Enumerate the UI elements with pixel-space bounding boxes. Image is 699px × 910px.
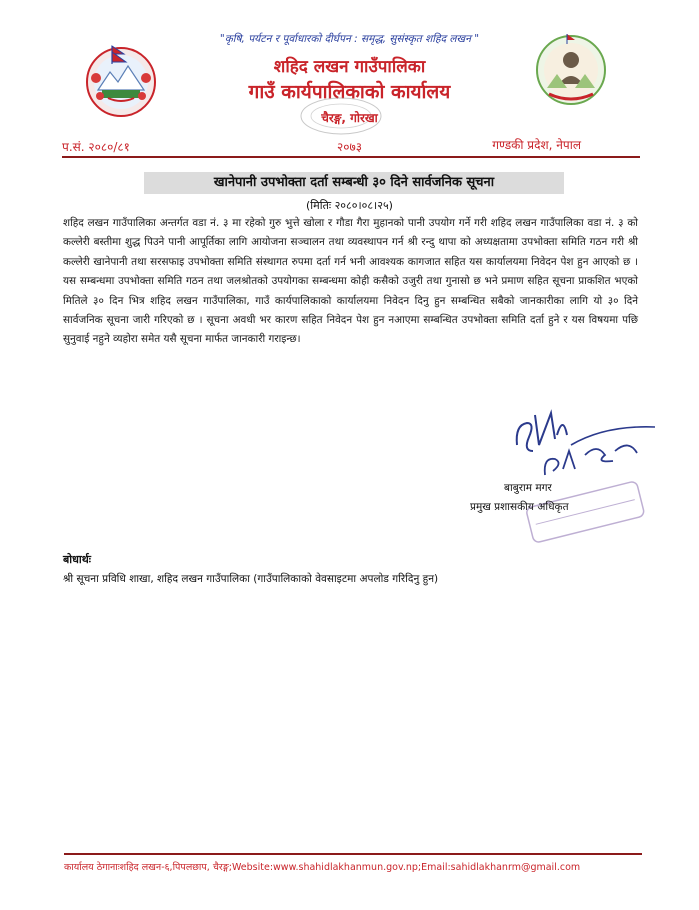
bodhartha-label: बोधार्थः: [63, 553, 91, 566]
office-name: गाउँ कार्यपालिकाको कार्यालय: [248, 81, 451, 103]
slogan: "कृषि, पर्यटन र पूर्वाधारको दीर्घपन : समृद्ध, सुसंस्कृत शहिद लखन ": [219, 33, 480, 45]
header-divider: [62, 156, 640, 158]
org-name: शहिद लखन गाउँपालिका: [273, 57, 426, 77]
established-year: २०७३: [337, 140, 362, 154]
reference-number: प.सं. २०८०/८१: [62, 140, 130, 154]
province: गण्डकी प्रदेश, नेपाल: [492, 138, 581, 152]
notice-body: शहिद लखन गाउँपालिका अन्तर्गत वडा नं. ३ मा रहेको गुरु भुत्ते खोला र गौडा गैरा मुहानको पानी उपयोग गर्ने गरी शहिद लखन गाउँपालिका वडा नं. ३ को कल्लेरी बस्तीमा शुद्ध पिउने पानी आपूर्तिका लागि आयोजना सञ्चालन तथा व्यवस्थापन गर्न श्री रन्दु थापा को अध्यक्षतामा उपभोक्ता समिति गठन गरी श्री कल्लेरी खानेपानी तथा सरसफाइ उपभोक्ता समिति संस्थागत रुपमा दर्ता गर्न भनी आवश्यक कागजात सहित यस कार्यालयमा निवेदन पेश हुन आएको छ । यस सम्बन्धमा उपभोक्ता समिति गठन तथा जलश्रोतको उपयोगका सम्बन्धमा कोही कसैको उजुरी तथा गुनासो छ भने प्रमाण सहित सूचना प्राकशित भएको मितिले ३० दिन भित्र शहिद लखन गाउँपालिका, गाउँ कार्यपालिकाको कार्यालयमा निवेदन दिनु हुन सम्बन्धित सबैको जानकारीका लागि यो ३० दिने सार्वजनिक सूचना जारी गरिएको छ । सूचना अवधी भर कारण सहित निवेदन पेश हुन नआएमा सम्बन्धित उपभोक्ता समिति दर्ता हुने र यस विषयमा पछि सुनुवाई नहुने व्यहोरा समेत यसै सूचना मार्फत जानकारी गराइन्छ।: [63, 217, 638, 346]
footer-address: कार्यालय ठेगानाःशहिद लखन-६,पिपलछाप, चैरङ्ग;Website:www.shahidlakhanmun.gov.np;Email:sahidlakhanrm@gmail.com: [64, 862, 581, 873]
signer-name: बाबुराम मगर: [504, 482, 552, 494]
signer-title: प्रमुख प्रशासकीय अधिकृत: [470, 501, 569, 513]
notice-title: खानेपानी उपभोक्ता दर्ता सम्बन्धी ३० दिने सार्वजनिक सूचना: [144, 172, 564, 194]
bodhartha-text: श्री सूचना प्रविधि शाखा, शहिद लखन गाउँपालिका (गाउँपालिकाको वेवसाइटमा अपलोड गरिदिनु हुन): [63, 573, 439, 585]
notice-date: (मितिः २०८०।०८।२५): [306, 199, 393, 212]
footer-divider: [64, 853, 642, 855]
office-place: चैरङ्ग, गोरखा: [321, 111, 378, 125]
